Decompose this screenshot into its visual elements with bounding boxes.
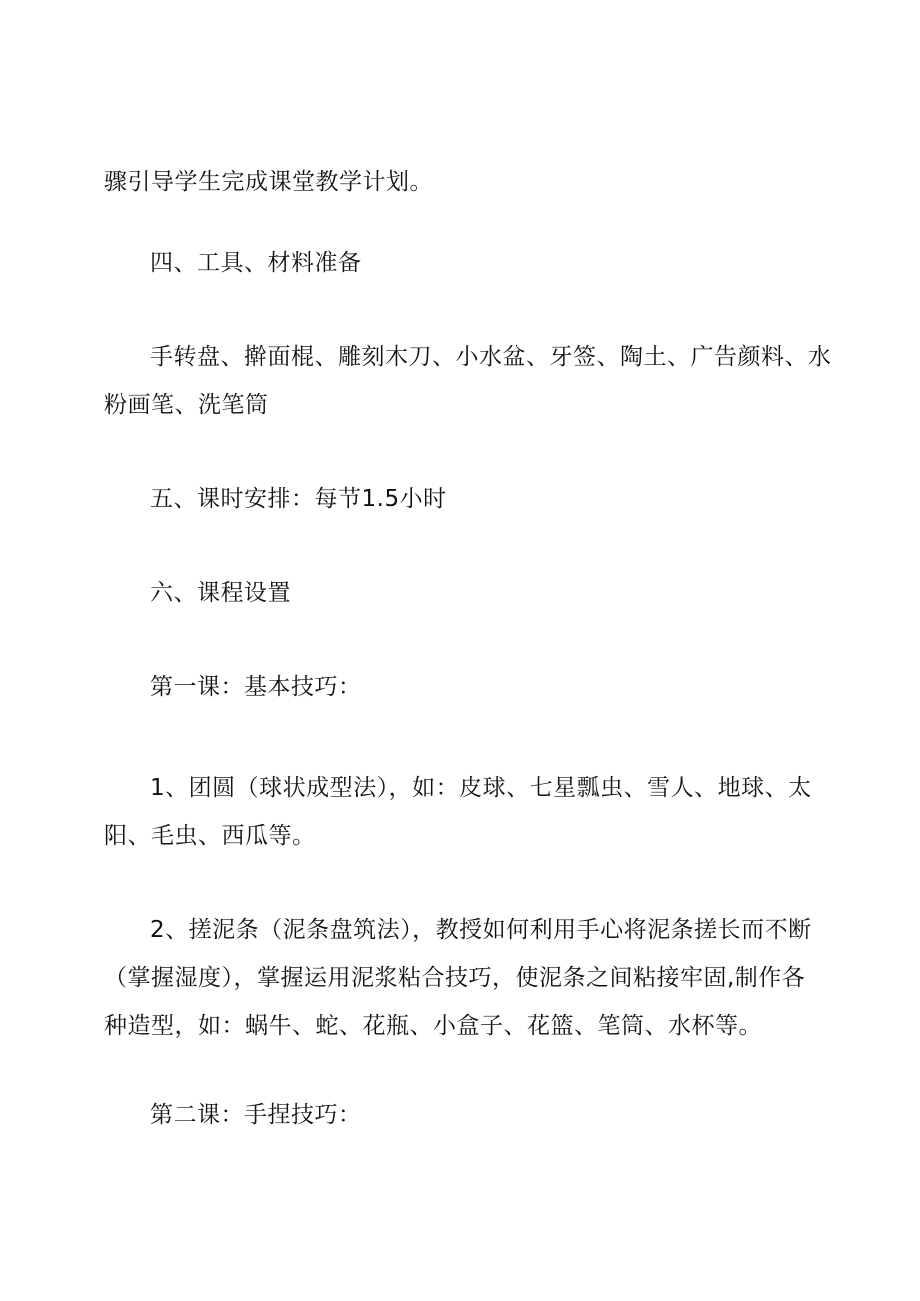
section-heading-curriculum: 六、课程设置 bbox=[150, 580, 291, 606]
paragraph-line-continuation: 骤引导学生完成课堂教学计划。 bbox=[104, 169, 433, 195]
materials-list-line-1: 手转盘、擀面棍、雕刻木刀、小水盆、牙签、陶土、广告颜料、水 bbox=[150, 344, 832, 370]
lesson-one-item-1-line-2: 阳、毛虫、西瓜等。 bbox=[104, 823, 316, 849]
lesson-one-item-2-line-2: （掌握湿度），掌握运用泥浆粘合技巧，使泥条之间粘接牢固,制作各 bbox=[104, 965, 806, 991]
lesson-one-item-2-line-1: 2、搓泥条（泥条盘筑法），教授如何利用手心将泥条搓长而不断 bbox=[150, 917, 812, 943]
lesson-one-heading: 第一课：基本技巧： bbox=[150, 674, 362, 700]
materials-list-line-2: 粉画笔、洗笔筒 bbox=[104, 392, 269, 418]
lesson-one-item-1-line-1: 1、团圆（球状成型法），如：皮球、七星瓢虫、雪人、地球、太 bbox=[150, 775, 812, 801]
lesson-one-item-2-line-3: 种造型，如：蜗牛、蛇、花瓶、小盒子、花篮、笔筒、水杯等。 bbox=[104, 1013, 762, 1039]
lesson-two-heading: 第二课：手捏技巧： bbox=[150, 1102, 362, 1128]
section-heading-tools-materials: 四、工具、材料准备 bbox=[150, 250, 362, 276]
section-heading-schedule: 五、课时安排：每节1.5小时 bbox=[150, 486, 447, 512]
